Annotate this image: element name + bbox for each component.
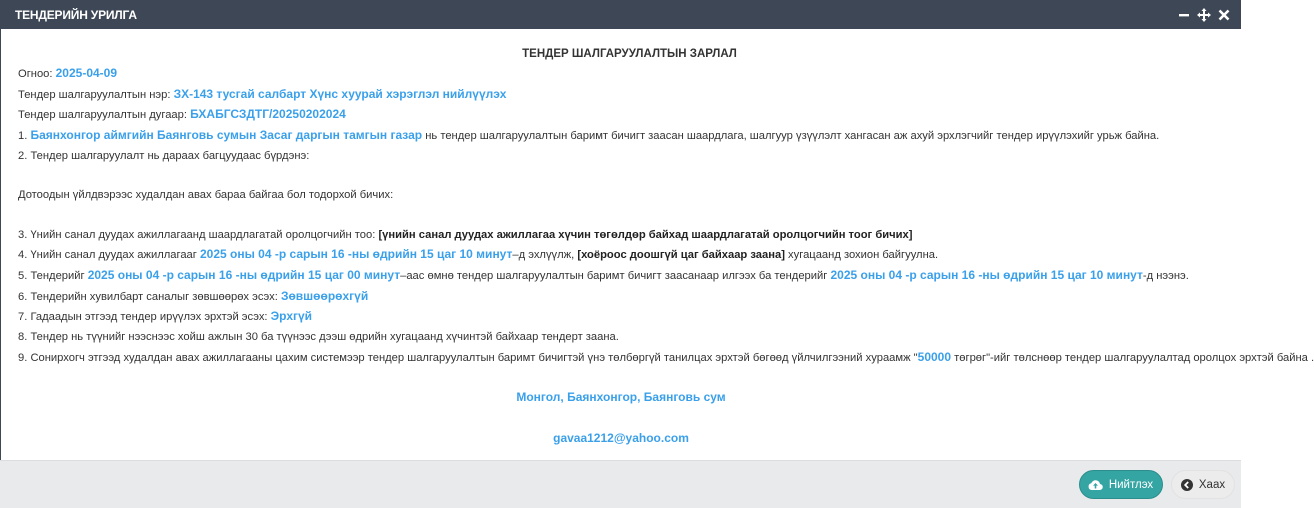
cloud-upload-icon [1089, 478, 1103, 492]
organization-name: Баянхонгор аймгийн Баянговь сумын Засаг даргын тамгын газар [30, 128, 423, 143]
p3-text: 3. Үнийн санал дуудах ажиллагаанд шаардлагатай оролцогчийн тоо: [18, 228, 379, 241]
p6-text: 6. Тендерийн хувилбарт саналыг зөвшөөрөх эсэх: [18, 290, 281, 303]
paragraph-7 [18, 307, 1241, 328]
p5-text-c: -д нээнэ. [1142, 270, 1189, 282]
close-icon[interactable] [1217, 8, 1231, 22]
paragraph-2: 2. Тендер шалгаруулалт нь дараах багцуудаас бүрдэнэ: [18, 149, 310, 162]
location-line [18, 388, 1241, 409]
paragraph-5 [18, 266, 1241, 287]
tender-name-line [18, 85, 1241, 106]
email-line [18, 429, 1241, 450]
tender-number-label: Тендер шалгаруулалтын дугаар: [18, 109, 191, 122]
p4-bold: [хоёроос доошгүй цаг байхаар заана] [577, 249, 785, 262]
spacer [18, 206, 1241, 226]
auction-start-time: 2025 оны 04 -р сарын 16 -ны өдрийн 15 цаг 10 минут [199, 247, 513, 262]
p5-text-b: –аас өмнө тендер шалгаруулалтын баримт бичигт заасанаар илгээх ба тендерийг [400, 270, 831, 282]
tender-number-line [18, 105, 1241, 126]
p9-text-a: 9. Сонирхогч этгээд худалдан авах ажиллагааны цахим системээр тендер шалгаруулалтын баримт бичигтэй үнэ төлбөргүй танилцах эрхтэй бөгөөд үйлчилгээний хураамж " [18, 351, 918, 364]
contact-email[interactable]: gavaa1212@yahoo.com [553, 430, 689, 445]
p1-text: нь тендер шалгаруулалтын баримт бичигт заасан шаардлага, шалгуур үзүүлэлт хангасан аж ахуй эрхлэгчийг тендер ирүүлэхийг урьж байна. [422, 130, 1160, 143]
alternative-bid-value: Зөвшөөрөхгүй [280, 288, 369, 303]
modal-title: ТЕНДЕРИЙН УРИЛГА [15, 7, 137, 22]
tender-name-value: ЗХ-143 тусгай салбарт Хүнс хуурай хэрэглэл нийлүүлэх [173, 86, 507, 101]
spacer [18, 369, 1241, 389]
close-button-label: Хаах [1198, 478, 1226, 491]
paragraph-6 [18, 287, 1241, 308]
date-line [18, 64, 1241, 85]
location-value: Монгол, Баянхонгор, Баянговь сум [516, 390, 726, 405]
modal-titlebar[interactable] [0, 0, 1241, 29]
p9-text-b: төгрөг"-ийг төлснөөр тендер шалгаруулалтад оролцох эрхтэй байна . [951, 351, 1314, 364]
opening-time: 2025 оны 04 -р сарын 16 -ны өдрийн 15 цаг 10 минут [830, 268, 1143, 282]
tender-name-label: Тендер шалгаруулалтын нэр: [18, 88, 174, 101]
move-icon[interactable] [1197, 8, 1211, 22]
domestic-goods-line: Дотоодын үйлдвэрээс худалдан авах бараа байгаа бол тодорхой бичих: [18, 189, 394, 202]
fee-value: 50000 [917, 349, 952, 364]
paragraph-8: 8. Тендер нь түүнийг нээснээс хойш ажлын 30 ба түүнээс дээш өдрийн хугацаанд хүчинтэй байхаар тендерт заана. [18, 331, 619, 344]
paragraph-1 [18, 126, 1241, 147]
spacer [18, 409, 1241, 429]
date-value: 2025-04-09 [55, 66, 118, 80]
p5-text-a: 5. Тендерийг [18, 270, 88, 282]
circle-arrow-left-icon [1181, 478, 1193, 492]
p4-text-b: –д эхлүүлж, [512, 249, 578, 262]
paragraph-3 [18, 226, 1241, 246]
p3-bold: [үнийн санал дуудах ажиллагаа хүчин төгөлдөр байхад шаардлагатай оролцогчийн тоог бичих] [378, 228, 913, 241]
notice-body [0, 29, 1314, 460]
spacer [18, 167, 1241, 187]
p4-text-c: хугацаанд зохион байгуулна. [784, 249, 939, 262]
foreign-entity-value: Эрхгүй [270, 309, 313, 324]
minimize-icon[interactable] [1177, 8, 1191, 22]
paragraph-9 [18, 348, 1314, 369]
close-button[interactable] [1171, 470, 1235, 499]
date-label: Огноо: [18, 68, 56, 80]
p4-text-a: 4. Үнийн санал дуудах ажиллагааг [18, 249, 200, 262]
window-controls [1177, 8, 1231, 22]
submission-deadline: 2025 оны 04 -р сарын 16 -ны өдрийн 15 цаг 00 минут [87, 268, 401, 282]
modal-footer [0, 460, 1241, 508]
tender-number-value: БХАБГСЗДТГ/20250202024 [190, 107, 346, 122]
paragraph-4 [18, 245, 1241, 266]
publish-button[interactable] [1079, 470, 1163, 499]
p7-text: 7. Гадаадын этгээд тендер ирүүлэх эрхтэй эсэх: [18, 311, 271, 324]
notice-heading: ТЕНДЕР ШАЛГАРУУЛАЛТЫН ЗАРЛАЛ [522, 48, 737, 60]
p1-prefix: 1. [18, 130, 31, 143]
publish-button-label: Нийтлэх [1108, 478, 1154, 491]
